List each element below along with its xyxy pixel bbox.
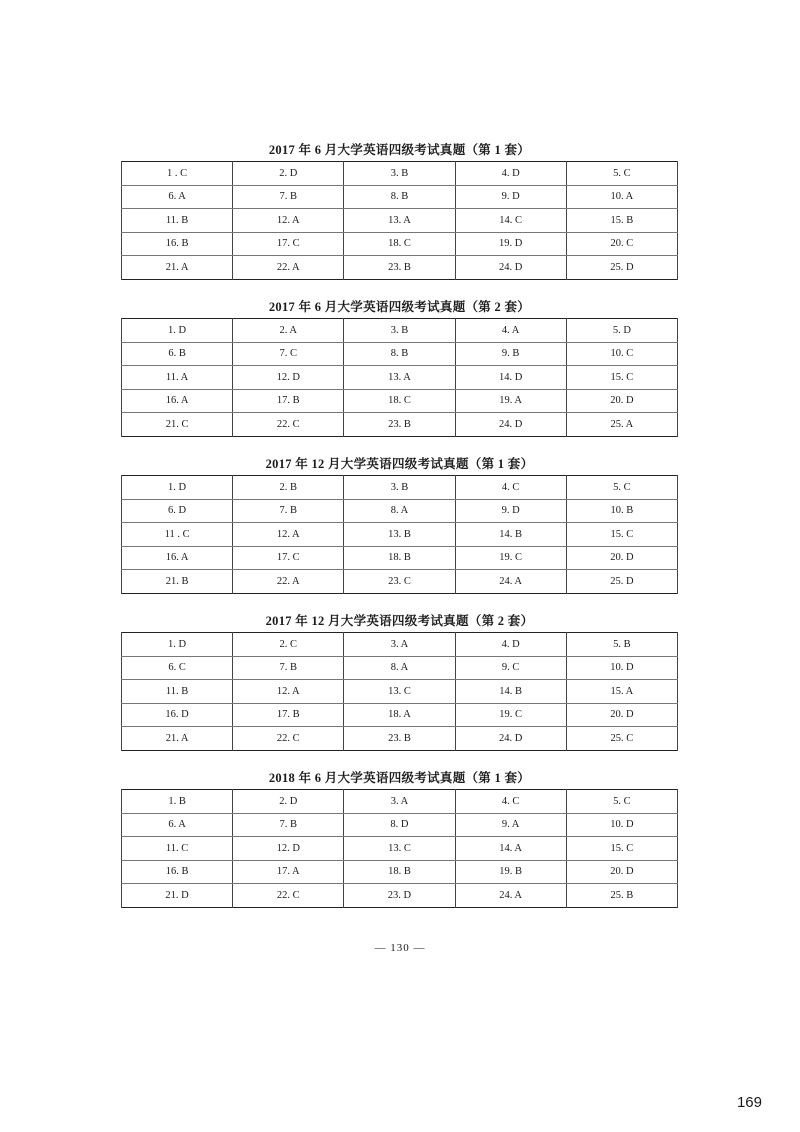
answer-cell: 23. C	[344, 570, 455, 594]
answer-cell: 14. C	[455, 209, 566, 233]
answer-cell: 1. D	[122, 633, 233, 657]
table-row	[122, 413, 678, 437]
answer-cell: 12. A	[233, 523, 344, 547]
answer-cell: 24. D	[455, 413, 566, 437]
answer-cell: 11 . C	[122, 523, 233, 547]
answer-cell: 9. D	[455, 499, 566, 523]
answer-cell: 8. B	[344, 185, 455, 209]
answer-cell: 4. D	[455, 162, 566, 186]
answer-cell: 17. A	[233, 860, 344, 884]
answer-table	[121, 475, 678, 594]
answer-cell: 2. A	[233, 319, 344, 343]
answer-section-4	[121, 610, 678, 751]
answer-cell: 10. D	[566, 813, 677, 837]
answer-cell: 22. C	[233, 884, 344, 908]
answer-cell: 8. B	[344, 342, 455, 366]
section-title: 2017 年 12 月大学英语四级考试真题（第 2 套）	[265, 614, 534, 628]
answer-table	[121, 789, 678, 908]
answer-cell: 4. C	[455, 790, 566, 814]
answer-section-2	[121, 296, 678, 437]
answer-cell: 16. D	[122, 703, 233, 727]
table-row	[122, 837, 678, 861]
answer-cell: 15. A	[566, 680, 677, 704]
answer-table	[121, 318, 678, 437]
answer-cell: 15. B	[566, 209, 677, 233]
table-row	[122, 727, 678, 751]
answer-table	[121, 161, 678, 280]
answer-section-1	[121, 139, 678, 280]
answer-cell: 6. B	[122, 342, 233, 366]
answer-cell: 13. A	[344, 366, 455, 390]
answer-cell: 19. A	[455, 389, 566, 413]
answer-cell: 13. C	[344, 837, 455, 861]
answer-cell: 2. B	[233, 476, 344, 500]
answer-cell: 3. B	[344, 476, 455, 500]
answer-cell: 17. C	[233, 232, 344, 256]
answer-cell: 14. A	[455, 837, 566, 861]
corner-page-number: 169	[736, 1094, 762, 1111]
table-row	[122, 656, 678, 680]
answer-cell: 1. D	[122, 476, 233, 500]
table-row	[122, 703, 678, 727]
answer-cell: 7. B	[233, 185, 344, 209]
answer-cell: 17. B	[233, 389, 344, 413]
answer-cell: 15. C	[566, 366, 677, 390]
answer-section-3	[121, 453, 678, 594]
answer-cell: 12. A	[233, 209, 344, 233]
answer-cell: 7. C	[233, 342, 344, 366]
answer-cell: 4. A	[455, 319, 566, 343]
answer-cell: 8. D	[344, 813, 455, 837]
answer-cell: 9. B	[455, 342, 566, 366]
answer-cell: 17. C	[233, 546, 344, 570]
answer-cell: 16. B	[122, 860, 233, 884]
answer-cell: 2. C	[233, 633, 344, 657]
answer-cell: 24. A	[455, 884, 566, 908]
answer-cell: 5. C	[566, 476, 677, 500]
table-row	[122, 499, 678, 523]
answer-cell: 19. C	[455, 546, 566, 570]
answer-cell: 23. B	[344, 727, 455, 751]
answer-cell: 3. A	[344, 790, 455, 814]
answer-cell: 19. D	[455, 232, 566, 256]
section-title: 2017 年 6 月大学英语四级考试真题（第 1 套）	[268, 143, 531, 157]
table-row	[122, 185, 678, 209]
answer-cell: 20. C	[566, 232, 677, 256]
answer-cell: 8. A	[344, 499, 455, 523]
answer-cell: 21. D	[122, 884, 233, 908]
answer-cell: 25. B	[566, 884, 677, 908]
answer-cell: 10. C	[566, 342, 677, 366]
answer-cell: 5. C	[566, 162, 677, 186]
answer-cell: 24. D	[455, 727, 566, 751]
table-row	[122, 319, 678, 343]
answer-cell: 8. A	[344, 656, 455, 680]
answer-cell: 17. B	[233, 703, 344, 727]
answer-cell: 4. C	[455, 476, 566, 500]
answer-cell: 12. D	[233, 837, 344, 861]
answer-cell: 23. B	[344, 413, 455, 437]
answer-cell: 1 . C	[122, 162, 233, 186]
answer-cell: 13. A	[344, 209, 455, 233]
answer-cell: 10. A	[566, 185, 677, 209]
answer-cell: 16. A	[122, 389, 233, 413]
table-row	[122, 366, 678, 390]
answer-cell: 11. A	[122, 366, 233, 390]
answer-cell: 21. A	[122, 727, 233, 751]
answer-section-5	[121, 767, 678, 908]
table-row	[122, 790, 678, 814]
answer-cell: 19. C	[455, 703, 566, 727]
table-row	[122, 209, 678, 233]
answer-cell: 22. A	[233, 256, 344, 280]
answer-cell: 21. C	[122, 413, 233, 437]
page-number: — 130 —	[374, 942, 426, 954]
answer-cell: 15. C	[566, 837, 677, 861]
table-row	[122, 162, 678, 186]
answer-cell: 7. B	[233, 656, 344, 680]
answer-cell: 9. C	[455, 656, 566, 680]
table-row	[122, 813, 678, 837]
answer-table	[121, 632, 678, 751]
answer-cell: 14. D	[455, 366, 566, 390]
answer-cell: 11. C	[122, 837, 233, 861]
answer-cell: 21. B	[122, 570, 233, 594]
answer-cell: 13. B	[344, 523, 455, 547]
answer-cell: 15. C	[566, 523, 677, 547]
table-row	[122, 256, 678, 280]
table-row	[122, 680, 678, 704]
answer-cell: 2. D	[233, 162, 344, 186]
answer-cell: 22. A	[233, 570, 344, 594]
answer-cell: 23. D	[344, 884, 455, 908]
answer-cell: 19. B	[455, 860, 566, 884]
section-title: 2018 年 6 月大学英语四级考试真题（第 1 套）	[268, 771, 531, 785]
answer-cell: 4. D	[455, 633, 566, 657]
answer-cell: 12. D	[233, 366, 344, 390]
table-row	[122, 476, 678, 500]
answer-cell: 6. A	[122, 813, 233, 837]
answer-cell: 9. D	[455, 185, 566, 209]
table-row	[122, 523, 678, 547]
answer-cell: 12. A	[233, 680, 344, 704]
answer-cell: 3. B	[344, 319, 455, 343]
answer-cell: 16. A	[122, 546, 233, 570]
answer-cell: 23. B	[344, 256, 455, 280]
answer-cell: 20. D	[566, 546, 677, 570]
answer-cell: 5. D	[566, 319, 677, 343]
table-row	[122, 232, 678, 256]
answer-cell: 18. A	[344, 703, 455, 727]
answer-cell: 25. D	[566, 256, 677, 280]
table-row	[122, 860, 678, 884]
table-row	[122, 884, 678, 908]
answer-cell: 6. C	[122, 656, 233, 680]
answer-cell: 13. C	[344, 680, 455, 704]
answer-cell: 9. A	[455, 813, 566, 837]
answer-cell: 21. A	[122, 256, 233, 280]
table-row	[122, 570, 678, 594]
table-row	[122, 546, 678, 570]
answer-cell: 5. C	[566, 790, 677, 814]
answer-cell: 14. B	[455, 523, 566, 547]
answer-cell: 22. C	[233, 413, 344, 437]
answer-cell: 20. D	[566, 860, 677, 884]
answer-cell: 5. B	[566, 633, 677, 657]
answer-cell: 18. B	[344, 860, 455, 884]
answer-cell: 6. A	[122, 185, 233, 209]
answer-cell: 10. B	[566, 499, 677, 523]
answer-cell: 22. C	[233, 727, 344, 751]
section-title: 2017 年 6 月大学英语四级考试真题（第 2 套）	[268, 300, 531, 314]
answer-cell: 18. B	[344, 546, 455, 570]
answer-cell: 10. D	[566, 656, 677, 680]
answer-cell: 18. C	[344, 389, 455, 413]
answer-cell: 2. D	[233, 790, 344, 814]
answer-cell: 20. D	[566, 389, 677, 413]
answer-cell: 11. B	[122, 680, 233, 704]
answer-cell: 24. D	[455, 256, 566, 280]
answer-cell: 18. C	[344, 232, 455, 256]
answer-cell: 25. D	[566, 570, 677, 594]
answer-cell: 20. D	[566, 703, 677, 727]
answer-cell: 1. B	[122, 790, 233, 814]
table-row	[122, 342, 678, 366]
answer-cell: 1. D	[122, 319, 233, 343]
section-title: 2017 年 12 月大学英语四级考试真题（第 1 套）	[265, 457, 534, 471]
answer-cell: 3. A	[344, 633, 455, 657]
answer-cell: 11. B	[122, 209, 233, 233]
answer-cell: 7. B	[233, 813, 344, 837]
answer-cell: 16. B	[122, 232, 233, 256]
table-row	[122, 389, 678, 413]
answer-cell: 14. B	[455, 680, 566, 704]
table-row	[122, 633, 678, 657]
answer-cell: 25. C	[566, 727, 677, 751]
answer-cell: 24. A	[455, 570, 566, 594]
answer-cell: 7. B	[233, 499, 344, 523]
answer-cell: 25. A	[566, 413, 677, 437]
answer-cell: 6. D	[122, 499, 233, 523]
answer-cell: 3. B	[344, 162, 455, 186]
